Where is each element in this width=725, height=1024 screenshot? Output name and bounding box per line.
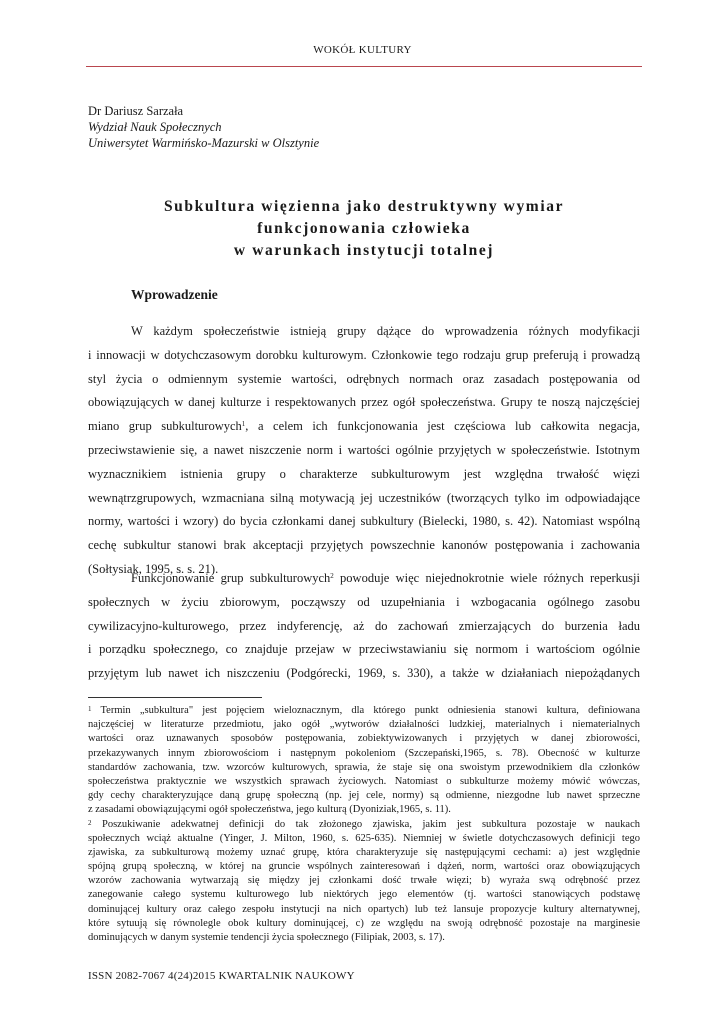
footnote-line: wzorów zachowania wytwarzają się między jej członkami dość trwałe więzi; b) wyraża swą odrębność przez	[88, 875, 640, 887]
footnote-line: dominujących w danym systemie tendencji życia społecznego (Filipiak, 2003, s. 17).	[88, 932, 445, 943]
footnote-marker: 2	[330, 572, 334, 580]
paragraph-2	[88, 567, 640, 686]
footnote-line: $^1$ Termin „subkultura" jest pojęciem wieloznacznym, dla którego punkt odniesienia stanowi kultura, definiowana	[88, 705, 640, 716]
footnote-line: społecznych wciąż aktualne (Yinger, J. Milton, 1960, s. 625-635). Niemniej w świetle dotychczasowych definicji tego	[88, 832, 640, 844]
body-line: (Sołtysiak, 1995, s. s. 21).	[88, 561, 219, 576]
title-line: w warunkach instytucji totalnej	[233, 242, 495, 259]
body-line: przeciwstawienie się, a nawet niszczenie norm i wartości ogólnie przyjętych w społeczeństwie. Istotnym	[88, 442, 640, 457]
body-line: Funkcjonowanie grup subkulturowych$^2$ powoduje więc niejednokrotnie wiele różnych reperkusji	[131, 571, 640, 585]
footnote-line: dominującej kultury oraz całego zespołu instytucji na nich opartych) lub też lansuje propozycje kultury alternatywnej,	[88, 903, 640, 915]
footnote-line: $^2$ Poszukiwanie adekwatnej definicji do tak złożonego zjawiska, jakim jest subkultura pozostaje w naukach	[88, 818, 640, 830]
body-line: cywilizacyjno-kulturowego, przez indyferencję, aż do zachowań zmierzających do burzenia ładu	[88, 618, 640, 633]
author-name: Dr Dariusz Sarzała	[88, 104, 184, 118]
body-line: przyjętym lub nawet ich niszczeniu (Podgórecki, 1969, s. 330), a także w działaniach niepożądanych	[88, 666, 640, 681]
footnote-marker: 1	[241, 420, 246, 429]
author-block	[88, 103, 319, 151]
footnote-line: wartości oraz uznawanych sposobów postępowania, zobiektywizowanych i przyjętych w danej zbiorowości,	[88, 733, 640, 745]
footnote-line: z zasadami obowiązującymi ogół społeczeństwa, jego kulturą (Dyoniziak,1965, s. 11).	[88, 804, 451, 816]
footnote-line: przekazywanych innym zbiorowościom i następnym pokoleniom (Szczepański,1965, s. 78). Obecność w kulturze	[88, 747, 640, 759]
section-heading: Wprowadzenie	[131, 287, 218, 302]
body-line: miano grup subkulturowych$^1$, a celem ich funkcjonowania jest częściowa lub całkowita negacja,	[88, 419, 640, 434]
footnote-line: społeczeństwa praktycznie we wszystkich sprawach życiowych. Natomiast o subkulturze możemy mówić wówczas,	[88, 775, 640, 787]
footnote-line: zanegowanie całego systemu kulturowego lub niektórych jego elementów (tj. wartości stanowiących podstawę	[88, 889, 640, 901]
body-line: styl życia o odmiennym systemie wartości, odrębnych normach oraz zasadach postępowania od	[88, 371, 640, 386]
body-line: obowiązujących w danej kulturze i respektowanych przez ogół społeczeństwa. Grupy te noszą najczęściej	[88, 395, 640, 410]
body-line: cechę subkultur stanowi brak akceptacji przyjętych powszechnie kanonów postępowania i zachowania	[88, 538, 640, 553]
header-rule	[86, 66, 642, 67]
footnote-line: spójną grupą społeczną, w której na gruncie wspólnych zainteresowań i dążeń, norm, wartości oraz obowiązujących	[88, 861, 640, 873]
footnote-line: najczęściej w literaturze przedmiotu, jako ogół „wytworów działalności ludzkiej, materialnych i niematerialnych	[88, 719, 640, 731]
footnote-line: które sytuują się równolegle obok kultury dominującej, c) ze względu na swoją odrębność pozostaje na marginesie	[88, 917, 640, 929]
page-footer: ISSN 2082-7067 4(24)2015 KWARTALNIK NAUKOWY	[88, 970, 355, 982]
footnote-marker: 2	[88, 818, 92, 827]
footnote-line: zjawiska, za subkulturową możemy uznać grupę, która charakteryzuje się następującymi cechami: a) jest względnie	[88, 846, 640, 858]
body-line: W każdym społeczeństwie istnieją grupy dążące do wprowadzenia różnych modyfikacji	[131, 324, 640, 338]
title-line: funkcjonowania człowieka	[257, 220, 471, 237]
body-line: społecznych w życiu zbiorowym, począwszy od uzupełniania i wzbogacania ogólnego zasobu	[88, 594, 640, 609]
title-line: Subkultura więzienna jako destruktywny wymiar	[163, 198, 565, 215]
footnote-marker: 1	[88, 705, 92, 713]
body-line: wewnątrzgrupowych, wzmacniana silną motywacją jej uczestników (tworzących tylko im odpowiadające	[88, 490, 640, 505]
body-line: wyznacznikiem istnienia grupy o charakterze subkulturowym jest względna trwałość więzi	[88, 466, 640, 481]
body-line: i porządku społecznego, co znajduje przejaw w przeciwstawianiu się normom i wartościom ogólnie	[88, 642, 640, 657]
footnote-line: standardów zachowania, tzw. wzorców kulturowych, sprawia, że staje się ona swoistym przewodnikiem dla członków	[88, 761, 640, 773]
author-faculty: Wydział Nauk Społecznych	[88, 120, 222, 134]
footnotes	[88, 704, 640, 945]
paragraph-1	[88, 320, 640, 582]
footnote-line: gdy cechy charakteryzujące daną grupę społeczną (np. jej cele, normy) są odmienne, niezgodne lub nawet sprzeczne	[88, 790, 640, 802]
body-line: normy, wartości i wzory) do bycia członkami danej subkultury (Bielecki, 1980, s. 42). Natomiast wspólną	[88, 514, 640, 529]
body-line: i innowacji w dotychczasowym dorobku kulturowym. Członkowie tego rodzaju grup preferują i prowadzą	[88, 347, 640, 362]
footnote-separator	[88, 697, 262, 698]
running-header: WOKÓŁ KULTURY	[313, 44, 412, 56]
article-title	[88, 196, 640, 262]
author-university: Uniwersytet Warmińsko-Mazurski w Olsztynie	[88, 136, 320, 150]
